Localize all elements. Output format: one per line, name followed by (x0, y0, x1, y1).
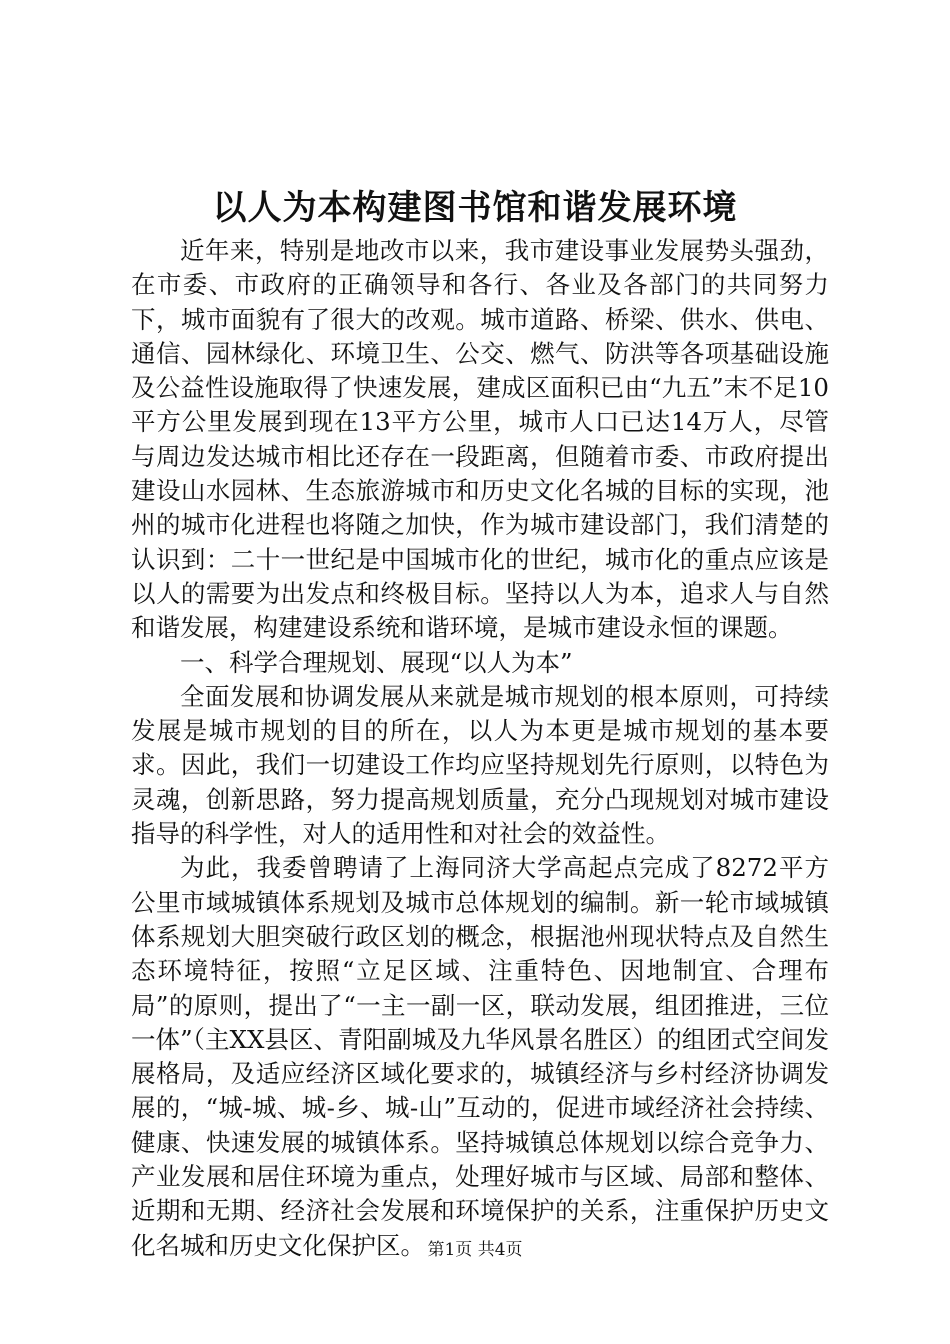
paragraph-planning-details: 为此，我委曾聘请了上海同济大学高起点完成了8272平方公里市域城镇体系规划及城市总体规划的编制。新一轮市域城镇体系规划大胆突破行政区划的概念，根据池州现状特点及自然生态环境特征，按照“立足区域、注重特色、因地制宜、合理布局”的原则，提出了“一主一副一区，联动发展，组团推进，三位一体”（主XX县区、青阳副城及九华风景名胜区）的组团式空间发展格局，及适应经济区域化要求的，城镇经济与乡村经济协调发展的，“城-城、城-乡、城-山”互动的，促进市域经济社会持续、健康、快速发展的城镇体系。坚持城镇总体规划以综合竞争力、产业发展和居住环境为重点，处理好城市与区域、局部和整体、近期和无期、经济社会发展和环境保护的关系，注重保护历史文化名城和历史文化保护区。 (131, 853, 829, 1260)
paragraph-planning-principles: 全面发展和协调发展从来就是城市规划的根本原则，可持续发展是城市规划的目的所在，以人为本更是城市规划的基本要求。因此，我们一切建设工作均应坚持规划先行原则，以特色为灵魂，创新思路，努力提高规划质量，充分凸现规划对城市建设指导的科学性，对人的适用性和对社会的效益性。 (131, 681, 829, 849)
paragraph-intro: 近年来，特别是地改市以来，我市建设事业发展势头强劲，在市委、市政府的正确领导和各行、各业及各部门的共同努力下，城市面貌有了很大的改观。城市道路、桥梁、供水、供电、通信、园林绿化、环境卫生、公交、燃气、防洪等各项基础设施及公益性设施取得了快速发展，建成区面积已由“九五”末不足10平方公里发展到现在13平方公里，城市人口已达14万人，尽管与周边发达城市相比还存在一段距离，但随着市委、市政府提出建设山水园林、生态旅游城市和历史文化名城的目标的实现，池州的城市化进程也将随之加快，作为城市建设部门，我们清楚的认识到：二十一世纪是中国城市化的世纪，城市化的重点应该是以人的需要为出发点和终极目标。坚持以人为本，追求人与自然和谐发展，构建建设系统和谐环境，是城市建设永恒的课题。 (131, 236, 829, 643)
document-title: 以人为本构建图书馆和谐发展环境 (212, 188, 738, 228)
document-body (131, 234, 829, 1263)
page-number-footer: 第1页 共4页 (427, 1240, 523, 1260)
section-heading-1: 一、科学合理规划、展现“以人为本” (180, 647, 573, 677)
